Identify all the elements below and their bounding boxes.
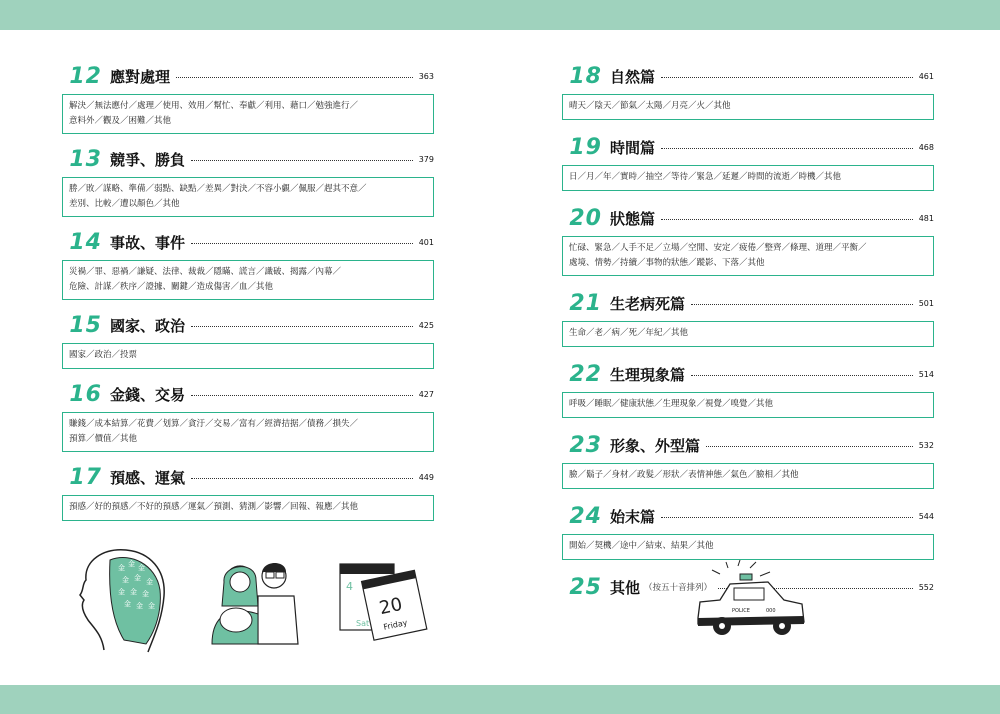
dot-leader (191, 326, 413, 327)
svg-text:金: 金 (128, 560, 135, 568)
calendar-weekday: Friday (382, 617, 409, 632)
dot-leader (191, 478, 413, 479)
topic-line: 國家／政治／投票 (69, 350, 138, 360)
section-number: 12 (69, 63, 102, 89)
toc-section (558, 431, 934, 489)
topic-box (62, 177, 434, 217)
svg-text:金: 金 (134, 574, 141, 582)
brain-glyph: 金 (118, 564, 125, 572)
svg-text:金: 金 (130, 588, 137, 596)
section-title: 事故、事件 (110, 233, 186, 252)
dot-leader (691, 375, 913, 376)
page-number: 544 (918, 511, 934, 521)
section-number: 21 (569, 290, 602, 316)
topic-line: 意料外／觀及／困難／其他 (69, 116, 172, 126)
section-number: 14 (69, 229, 102, 255)
page-number: 427 (418, 389, 434, 399)
topic-box (562, 94, 934, 120)
svg-text:金: 金 (146, 578, 153, 586)
topic-line: 預感／好的預感／不好的預感／運氣／預測、猜測／影響／回報、報應／其他 (69, 502, 359, 512)
topic-line: 日／月／年／實時／抽空／等待／緊急／延遲／時間的流逝／時機／其他 (569, 172, 842, 182)
topic-box (562, 165, 934, 191)
topic-box (562, 236, 934, 276)
topic-line: 忙碌、緊急／人手不足／立場／空閒、安定／疲倦／整齊／條理、道理／平衡／ (569, 243, 867, 253)
dot-leader (661, 77, 913, 78)
section-subtitle: （按五十音排列） (644, 583, 713, 593)
topic-line: 危險、計謀／秩序／證據、關鍵／造成傷害／血／其他 (69, 282, 274, 292)
page-number: 552 (918, 582, 934, 592)
dot-leader (661, 148, 913, 149)
svg-text:金: 金 (142, 590, 149, 598)
police-plate: 000 (766, 608, 776, 614)
section-number: 25 (569, 574, 602, 600)
section-number: 17 (69, 464, 102, 490)
topic-line: 預算／價值／其他 (69, 434, 138, 444)
toc-section (58, 463, 434, 521)
section-title: 狀態篇 (610, 209, 656, 228)
page-number: 468 (918, 142, 934, 152)
calendar-back-number: 4 (346, 580, 353, 593)
svg-text:金: 金 (118, 588, 125, 596)
section-title: 自然篇 (610, 67, 656, 86)
section-heading[interactable] (558, 502, 934, 530)
right-column (558, 62, 934, 601)
page-number: 401 (418, 237, 434, 247)
page-number: 449 (418, 472, 434, 482)
toc-section (58, 62, 434, 134)
toc-section (558, 204, 934, 276)
page-number: 363 (418, 71, 434, 81)
section-title: 時間篇 (610, 138, 656, 157)
top-band (0, 0, 1000, 30)
page-number: 514 (918, 369, 934, 379)
toc-section (58, 145, 434, 217)
toc-section (58, 311, 434, 369)
topic-line: 賺錢／成本結算／花費／划算／貪汙／交易／富有／經濟拮据／債務／損失／ (69, 419, 359, 429)
parents-baby-illustration (204, 556, 304, 646)
section-number: 22 (569, 361, 602, 387)
toc-section (558, 133, 934, 191)
section-number: 13 (69, 146, 102, 172)
section-title: 應對處理 (110, 67, 171, 86)
dot-leader (191, 395, 413, 396)
topic-box (62, 94, 434, 134)
section-number: 19 (569, 134, 602, 160)
section-heading[interactable] (58, 311, 434, 339)
svg-text:金: 金 (136, 602, 143, 610)
section-heading[interactable] (58, 62, 434, 90)
section-heading[interactable] (558, 133, 934, 161)
section-title: 生老病死篇 (610, 294, 686, 313)
topic-line: 晴天／陰天／節氣／太陽／月亮／火／其他 (569, 101, 731, 111)
dot-leader (661, 219, 913, 220)
svg-text:金: 金 (148, 602, 155, 610)
topic-line: 處境、情勢／持續／事物的狀態／蹤影、下落／其他 (569, 258, 765, 268)
section-title: 形象、外型篇 (610, 436, 701, 455)
topic-line: 勝／敗／謀略、準備／弱點、缺點／差異／對決／不容小覷／佩服／趕其不意／ (69, 184, 367, 194)
police-label: POLICE (732, 608, 750, 614)
dot-leader (191, 160, 413, 161)
page-number: 379 (418, 154, 434, 164)
dot-leader (191, 243, 413, 244)
topic-box (562, 463, 934, 489)
section-heading[interactable] (558, 360, 934, 388)
section-heading[interactable] (58, 463, 434, 491)
section-number: 20 (569, 205, 602, 231)
section-title: 其他 (610, 578, 641, 597)
topic-line: 呼吸／睡眠／健康狀態／生理現象／視覺／嗅覺／其他 (569, 399, 774, 409)
toc-section (58, 228, 434, 300)
topic-box (562, 321, 934, 347)
topic-box (62, 260, 434, 300)
svg-text:金: 金 (122, 576, 129, 584)
police-car-illustration (690, 560, 810, 646)
page-number: 461 (918, 71, 934, 81)
svg-text:金: 金 (124, 600, 131, 608)
toc-section (58, 380, 434, 452)
svg-text:金: 金 (138, 564, 145, 572)
section-number: 23 (569, 432, 602, 458)
section-number: 16 (69, 381, 102, 407)
section-title: 始末篇 (610, 507, 656, 526)
topic-line: 臉／鬍子／身材／政髮／形狀／表情神態／氣色／臉相／其他 (569, 470, 799, 480)
toc-section (558, 360, 934, 418)
section-heading[interactable] (558, 289, 934, 317)
section-number: 15 (69, 312, 102, 338)
calendar-day: 20 (377, 593, 405, 620)
dot-leader (176, 77, 413, 78)
section-heading[interactable] (558, 431, 934, 459)
toc-section (558, 62, 934, 120)
toc-section (558, 502, 934, 560)
section-heading[interactable] (558, 204, 934, 232)
topic-box (562, 392, 934, 418)
page-number: 501 (918, 298, 934, 308)
topic-line: 差別、比較／遭以顏色／其他 (69, 199, 180, 209)
topic-line: 災禍／罪、惡禍／謙疑、法律、裁裁／隱瞞、謊言／識破、揭露／內幕／ (69, 267, 342, 277)
calendar-back-weekday: Sat (356, 619, 370, 628)
head-brain-illustration (74, 540, 174, 660)
section-number: 18 (569, 63, 602, 89)
section-title: 預感、運氣 (110, 468, 186, 487)
page-number: 532 (918, 440, 934, 450)
section-title: 金錢、交易 (110, 385, 186, 404)
topic-box (62, 495, 434, 521)
section-title: 競爭、勝負 (110, 150, 186, 169)
section-title: 國家、政治 (110, 316, 186, 335)
topic-box (62, 412, 434, 452)
page-number: 425 (418, 320, 434, 330)
topic-box (562, 534, 934, 560)
topic-line: 開始／契機／途中／結束、結果／其他 (569, 541, 714, 551)
calendar-illustration (336, 556, 428, 646)
left-column (58, 62, 434, 521)
page-number: 481 (918, 213, 934, 223)
dot-leader (706, 446, 913, 447)
section-heading[interactable] (58, 145, 434, 173)
section-number: 24 (569, 503, 602, 529)
toc-section (558, 289, 934, 347)
dot-leader (691, 304, 913, 305)
section-title: 生理現象篇 (610, 365, 686, 384)
topic-line: 解決／無法應付／處理／使用、效用／幫忙、奉獻／利用、藉口／勉強進行／ (69, 101, 359, 111)
bottom-band (0, 685, 1000, 714)
section-heading[interactable] (58, 228, 434, 256)
section-heading[interactable] (58, 380, 434, 408)
dot-leader (661, 517, 913, 518)
topic-box (62, 343, 434, 369)
topic-line: 生命／老／病／死／年紀／其他 (569, 328, 689, 338)
section-heading[interactable] (558, 62, 934, 90)
